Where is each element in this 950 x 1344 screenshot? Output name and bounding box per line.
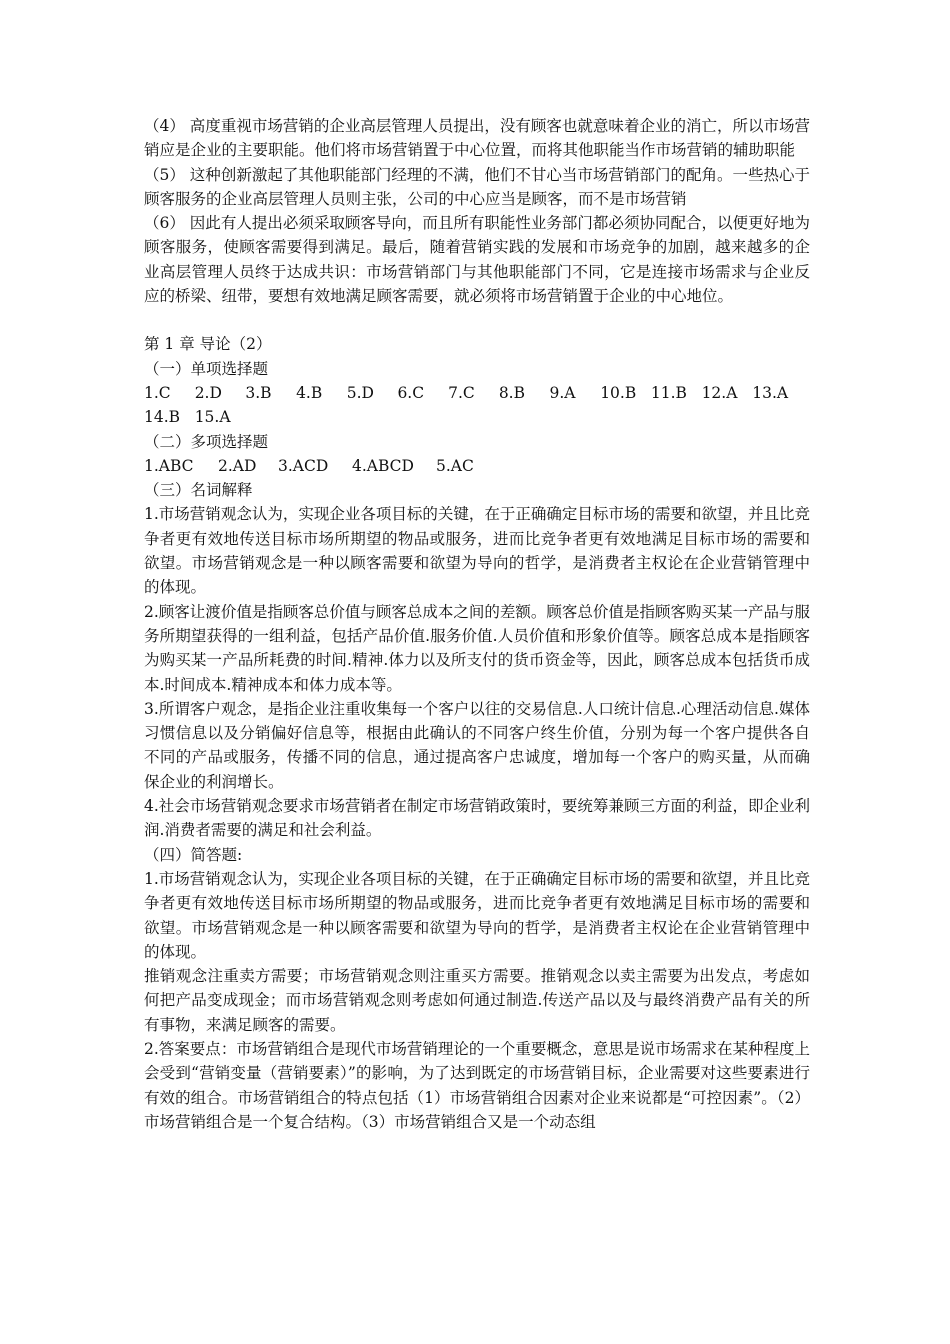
answer: 3.ACD bbox=[278, 456, 329, 475]
answer: 9.A bbox=[549, 383, 576, 402]
answer: 2.AD bbox=[218, 456, 257, 475]
term-3: 3.所谓客户观念，是指企业注重收集每一个客户以往的交易信息.人口统计信息.心理活动信息.媒体习惯信息以及分销偏好信息等，根据由此确认的不同客户终生价值，分别为每一个客户提供各自不同的产品或服务，传播不同的信息，通过提高客户忠诚度，增加每一个客户的购买量，从而确保企业的利润增长。 bbox=[144, 699, 810, 791]
answer: 2.D bbox=[194, 383, 222, 402]
answer: 7.C bbox=[448, 383, 475, 402]
answer: 4.B bbox=[296, 383, 323, 402]
answer: 11.B bbox=[650, 383, 687, 402]
answer: 1.ABC bbox=[144, 456, 194, 475]
answer: 10.B bbox=[600, 383, 637, 402]
section-short-answer: （四）简答题: bbox=[144, 845, 243, 864]
document-page bbox=[144, 114, 810, 1134]
short-answer-1-cont: 推销观念注重卖方需要；市场营销观念则注重买方需要。推销观念以卖主需要为出发点，考虑如何把产品变成现金；而市场营销观念则考虑如何通过制造.传送产品以及与最终消费产品有关的所有事物，来满足顾客的需要。 bbox=[144, 967, 810, 1034]
chapter-title: 第 1 章 导论（2） bbox=[144, 335, 272, 354]
answer: 15.A bbox=[194, 408, 231, 427]
single-answers-row-1 bbox=[144, 381, 810, 405]
term-1: 1.市场营销观念认为，实现企业各项目标的关键，在于正确确定目标市场的需要和欲望，并且比竞争者更有效地传送目标市场所期望的物品或服务，进而比竞争者更有效地满足目标市场的需要和欲望。市场营销观念是一种以顾客需要和欲望为导向的哲学，是消费者主权论在企业营销管理中的体现。 bbox=[144, 505, 810, 597]
term-2: 2.顾客让渡价值是指顾客总价值与顾客总成本之间的差额。顾客总价值是指顾客购买某一产品与服务所期望获得的一组利益，包括产品价值.服务价值.人员价值和形象价值等。顾客总成本是指顾客为购买某一产品所耗费的时间.精神.体力以及所支付的货币资金等，因此，顾客总成本包括货币成本.时间成本.精神成本和体力成本等。 bbox=[144, 602, 810, 694]
answer: 5.D bbox=[346, 383, 374, 402]
answer: 5.AC bbox=[436, 456, 474, 475]
spacer bbox=[144, 308, 810, 332]
section-single-choice: （一）单项选择题 bbox=[144, 359, 269, 378]
short-answer-2: 2.答案要点：市场营销组合是现代市场营销理论的一个重要概念，意思是说市场需求在某种程度上会受到“营销变量（营销要素）”的影响，为了达到既定的市场营销目标，企业需要对这些要素进行有效的组合。市场营销组合的特点包括（1）市场营销组合因素对企业来说都是“可控因素”。（2）市场营销组合是一个复合结构。（3）市场营销组合又是一个动态组 bbox=[144, 1039, 810, 1131]
single-answers-row-2 bbox=[144, 405, 810, 429]
answer: 1.C bbox=[144, 383, 171, 402]
paragraph-6: （6） 因此有人提出必须采取顾客导向，而且所有职能性业务部门都必须协同配合，以便更好地为顾客服务，使顾客需要得到满足。最后，随着营销实践的发展和市场竞争的加剧，越来越多的企业高层管理人员终于达成共识：市场营销部门与其他职能部门不同，它是连接市场需求与企业反应的桥梁、纽带，要想有效地满足顾客需要，就必须将市场营销置于企业的中心地位。 bbox=[144, 214, 810, 306]
paragraph-5: （5） 这种创新激起了其他职能部门经理的不满，他们不甘心当市场营销部门的配角。一些热心于顾客服务的企业高层管理人员则主张，公司的中心应当是顾客，而不是市场营销 bbox=[144, 165, 810, 208]
answer: 14.B bbox=[144, 408, 181, 427]
answer: 12.A bbox=[701, 383, 738, 402]
term-4: 4.社会市场营销观念要求市场营销者在制定市场营销政策时，要统筹兼顾三方面的利益，即企业利润.消费者需要的满足和社会利益。 bbox=[144, 797, 810, 840]
answer: 4.ABCD bbox=[352, 456, 414, 475]
short-answer-1: 1.市场营销观念认为，实现企业各项目标的关键，在于正确确定目标市场的需要和欲望，并且比竞争者更有效地传送目标市场所期望的物品或服务，进而比竞争者更有效地满足目标市场的需要和欲望。市场营销观念是一种以顾客需要和欲望为导向的哲学，是消费者主权论在企业营销管理中的体现。 bbox=[144, 869, 810, 961]
section-terms: （三）名词解释 bbox=[144, 481, 253, 500]
section-multi-choice: （二）多项选择题 bbox=[144, 432, 269, 451]
answer: 3.B bbox=[245, 383, 272, 402]
answer: 8.B bbox=[498, 383, 525, 402]
multi-answers-row bbox=[144, 454, 810, 478]
answer: 6.C bbox=[397, 383, 425, 402]
answer: 13.A bbox=[752, 383, 789, 402]
paragraph-4: （4） 高度重视市场营销的企业高层管理人员提出，没有顾客也就意味着企业的消亡，所以市场营销应是企业的主要职能。他们将市场营销置于中心位置，而将其他职能当作市场营销的辅助职能 bbox=[144, 117, 810, 160]
